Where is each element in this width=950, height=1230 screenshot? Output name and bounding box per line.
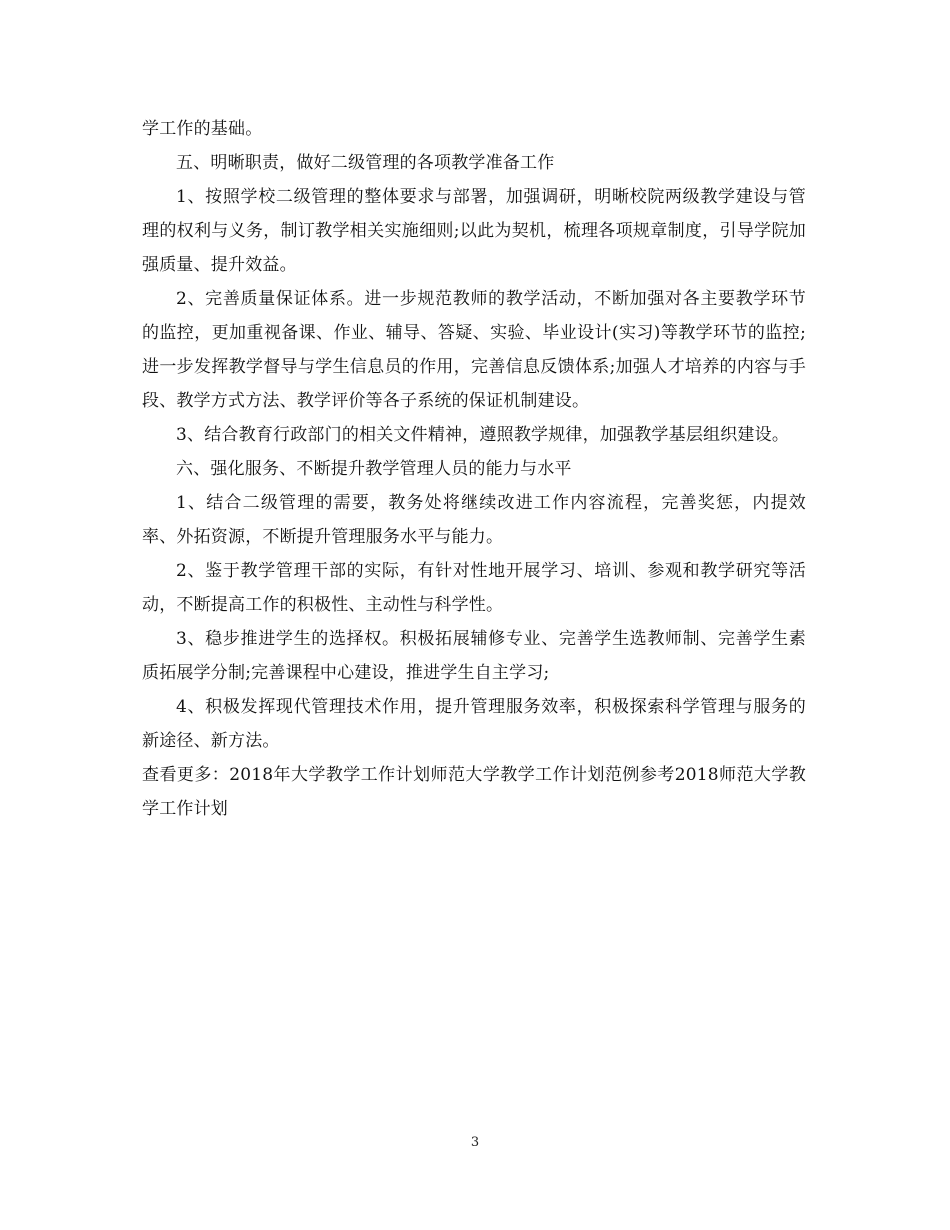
paragraph: 学工作的基础。: [142, 119, 263, 139]
paragraph: 1、按照学校二级管理的整体要求与部署，加强调研，明晰校院两级教学建设与管理的权利与义务，制订教学相关实施细则;以此为契机，梳理各项规章制度，引导学院加强质量、提升效益。: [142, 187, 806, 275]
paragraph: 1、结合二级管理的需要，教务处将继续改进工作内容流程，完善奖惩，内提效率、外拓资源，不断提升管理服务水平与能力。: [142, 493, 806, 547]
paragraph: 4、积极发挥现代管理技术作用，提升管理服务效率，积极探索科学管理与服务的新途径、新方法。: [142, 697, 806, 751]
page-number: 3: [470, 1135, 480, 1150]
section-heading: 五、明晰职责，做好二级管理的各项教学准备工作: [176, 153, 555, 173]
paragraph: 2、完善质量保证体系。进一步规范教师的教学活动，不断加强对各主要教学环节的监控，更加重视备课、作业、辅导、答疑、实验、毕业设计(实习)等教学环节的监控;进一步发挥教学督导与学生信息员的作用，完善信息反馈体系;加强人才培养的内容与手段、教学方式方法、教学评价等各子系统的保证机制建设。: [142, 289, 806, 411]
section-heading: 六、强化服务、不断提升教学管理人员的能力与水平: [176, 459, 572, 479]
paragraph: 3、结合教育行政部门的相关文件精神，遵照教学规律，加强教学基层组织建设。: [176, 425, 790, 445]
paragraph: 2、鉴于教学管理干部的实际，有针对性地开展学习、培训、参观和教学研究等活动，不断提高工作的积极性、主动性与科学性。: [142, 561, 806, 615]
paragraph: 3、稳步推进学生的选择权。积极拓展辅修专业、完善学生选教师制、完善学生素质拓展学分制;完善课程中心建设，推进学生自主学习;: [142, 629, 806, 683]
see-more-paragraph: 查看更多：2018年大学教学工作计划师范大学教学工作计划范例参考2018师范大学教学工作计划: [142, 765, 806, 819]
document-body: [142, 112, 806, 826]
